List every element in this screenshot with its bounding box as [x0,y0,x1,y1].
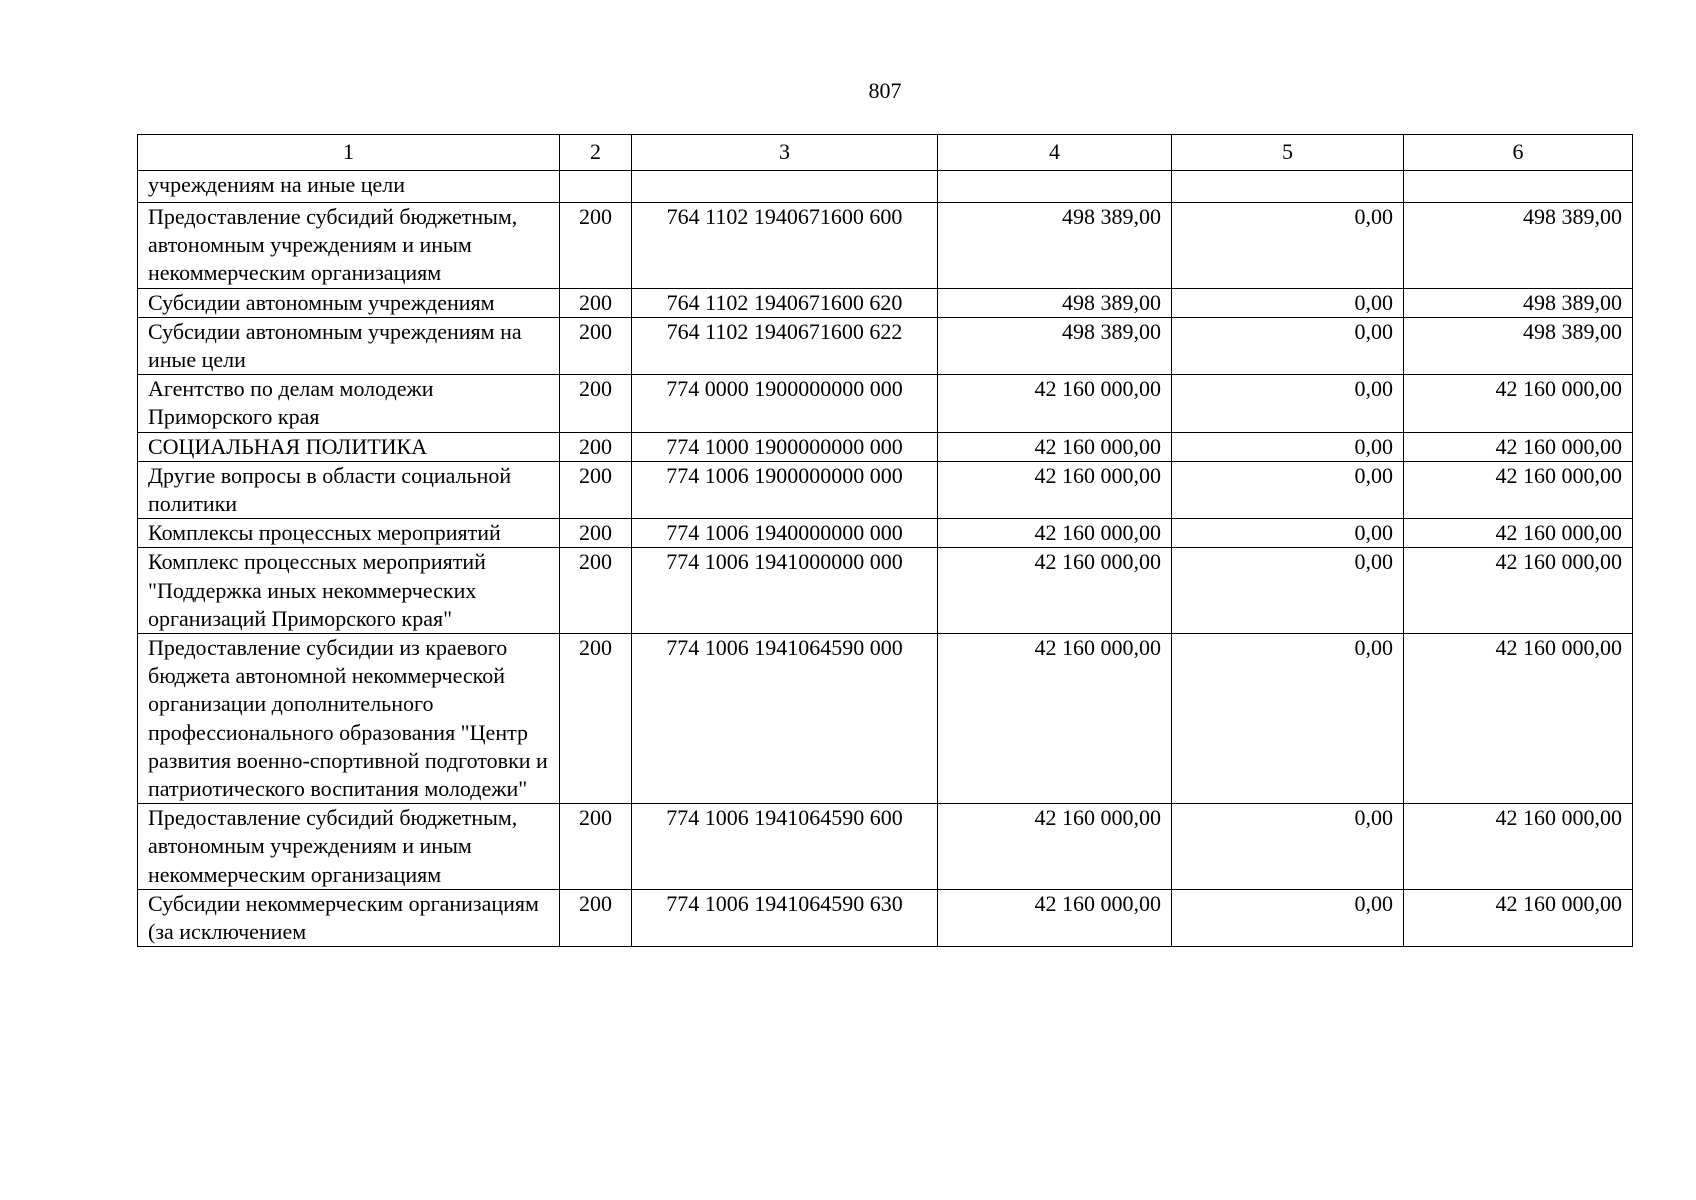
row-kbk-cell: 774 1006 1941064590 600 [632,804,938,890]
row-total-cell: 42 160 000,00 [1404,519,1633,548]
row-name-cell: Другие вопросы в области социальной политики [138,461,560,518]
row-total-cell: 42 160 000,00 [1404,375,1633,432]
row-kbk-cell: 774 1000 1900000000 000 [632,432,938,461]
row-plan-cell: 498 389,00 [938,288,1172,317]
row-kbk-cell: 764 1102 1940671600 600 [632,203,938,289]
row-plan-cell: 42 160 000,00 [938,461,1172,518]
row-code-cell: 200 [560,889,632,946]
row-code-cell: 200 [560,634,632,804]
row-code-cell [560,171,632,203]
row-name-cell: Субсидии автономным учреждениям на иные цели [138,317,560,374]
row-change-cell: 0,00 [1172,519,1404,548]
row-total-cell: 42 160 000,00 [1404,548,1633,634]
col-header-5: 5 [1172,135,1404,171]
table-row [138,804,1633,890]
row-name-cell: Комплекс процессных мероприятий "Поддержка иных некоммерческих организаций Приморского края" [138,548,560,634]
row-kbk-cell: 764 1102 1940671600 622 [632,317,938,374]
row-code-cell: 200 [560,519,632,548]
row-name-cell: Субсидии автономным учреждениям [138,288,560,317]
row-kbk-cell: 774 1006 1900000000 000 [632,461,938,518]
row-code-cell: 200 [560,548,632,634]
row-plan-cell: 42 160 000,00 [938,432,1172,461]
row-plan-cell: 42 160 000,00 [938,519,1172,548]
row-kbk-cell: 774 1006 1941000000 000 [632,548,938,634]
row-kbk-cell: 774 1006 1940000000 000 [632,519,938,548]
table-body [138,171,1633,947]
row-plan-cell: 42 160 000,00 [938,889,1172,946]
table-row [138,288,1633,317]
table-row [138,519,1633,548]
row-code-cell: 200 [560,288,632,317]
table-row [138,634,1633,804]
col-header-6: 6 [1404,135,1633,171]
header-row [138,135,1633,171]
table-row [138,171,1633,203]
row-plan-cell: 498 389,00 [938,317,1172,374]
row-name-cell: Комплексы процессных мероприятий [138,519,560,548]
row-total-cell [1404,171,1633,203]
row-change-cell: 0,00 [1172,432,1404,461]
table-row [138,889,1633,946]
row-code-cell: 200 [560,432,632,461]
row-total-cell: 498 389,00 [1404,317,1633,374]
row-kbk-cell: 764 1102 1940671600 620 [632,288,938,317]
row-total-cell: 42 160 000,00 [1404,461,1633,518]
table-row [138,548,1633,634]
col-header-1: 1 [138,135,560,171]
row-code-cell: 200 [560,804,632,890]
row-plan-cell [938,171,1172,203]
table-row [138,203,1633,289]
table-row [138,461,1633,518]
row-plan-cell: 42 160 000,00 [938,548,1172,634]
page-number: 807 [868,78,902,103]
row-plan-cell: 42 160 000,00 [938,804,1172,890]
row-kbk-cell: 774 1006 1941064590 630 [632,889,938,946]
row-name-cell: Предоставление субсидий бюджетным, автономным учреждениям и иным некоммерческим организациям [138,203,560,289]
table-row [138,317,1633,374]
budget-table [137,134,1633,947]
row-code-cell: 200 [560,203,632,289]
col-header-4: 4 [938,135,1172,171]
table-header [138,135,1633,171]
row-name-cell: учреждениям на иные цели [138,171,560,203]
row-total-cell: 42 160 000,00 [1404,432,1633,461]
row-kbk-cell: 774 0000 1900000000 000 [632,375,938,432]
col-header-3: 3 [632,135,938,171]
row-name-cell: Предоставление субсидии из краевого бюджета автономной некоммерческой организации дополнительного профессионального образования "Центр развития военно-спортивной подготовки и патриотического воспитания молодежи" [138,634,560,804]
row-change-cell [1172,171,1404,203]
row-change-cell: 0,00 [1172,889,1404,946]
row-plan-cell: 42 160 000,00 [938,375,1172,432]
row-name-cell: СОЦИАЛЬНАЯ ПОЛИТИКА [138,432,560,461]
row-code-cell: 200 [560,317,632,374]
row-plan-cell: 498 389,00 [938,203,1172,289]
row-kbk-cell: 774 1006 1941064590 000 [632,634,938,804]
row-change-cell: 0,00 [1172,317,1404,374]
row-total-cell: 498 389,00 [1404,288,1633,317]
row-name-cell: Агентство по делам молодежи Приморского края [138,375,560,432]
row-change-cell: 0,00 [1172,203,1404,289]
col-header-2: 2 [560,135,632,171]
row-total-cell: 498 389,00 [1404,203,1633,289]
row-change-cell: 0,00 [1172,461,1404,518]
row-change-cell: 0,00 [1172,375,1404,432]
row-name-cell: Субсидии некоммерческим организациям (за исключением [138,889,560,946]
row-plan-cell: 42 160 000,00 [938,634,1172,804]
row-kbk-cell [632,171,938,203]
row-total-cell: 42 160 000,00 [1404,889,1633,946]
row-code-cell: 200 [560,461,632,518]
table-row [138,375,1633,432]
table-row [138,432,1633,461]
row-total-cell: 42 160 000,00 [1404,634,1633,804]
row-change-cell: 0,00 [1172,548,1404,634]
row-code-cell: 200 [560,375,632,432]
row-change-cell: 0,00 [1172,634,1404,804]
row-change-cell: 0,00 [1172,804,1404,890]
row-change-cell: 0,00 [1172,288,1404,317]
row-name-cell: Предоставление субсидий бюджетным, автономным учреждениям и иным некоммерческим организациям [138,804,560,890]
row-total-cell: 42 160 000,00 [1404,804,1633,890]
